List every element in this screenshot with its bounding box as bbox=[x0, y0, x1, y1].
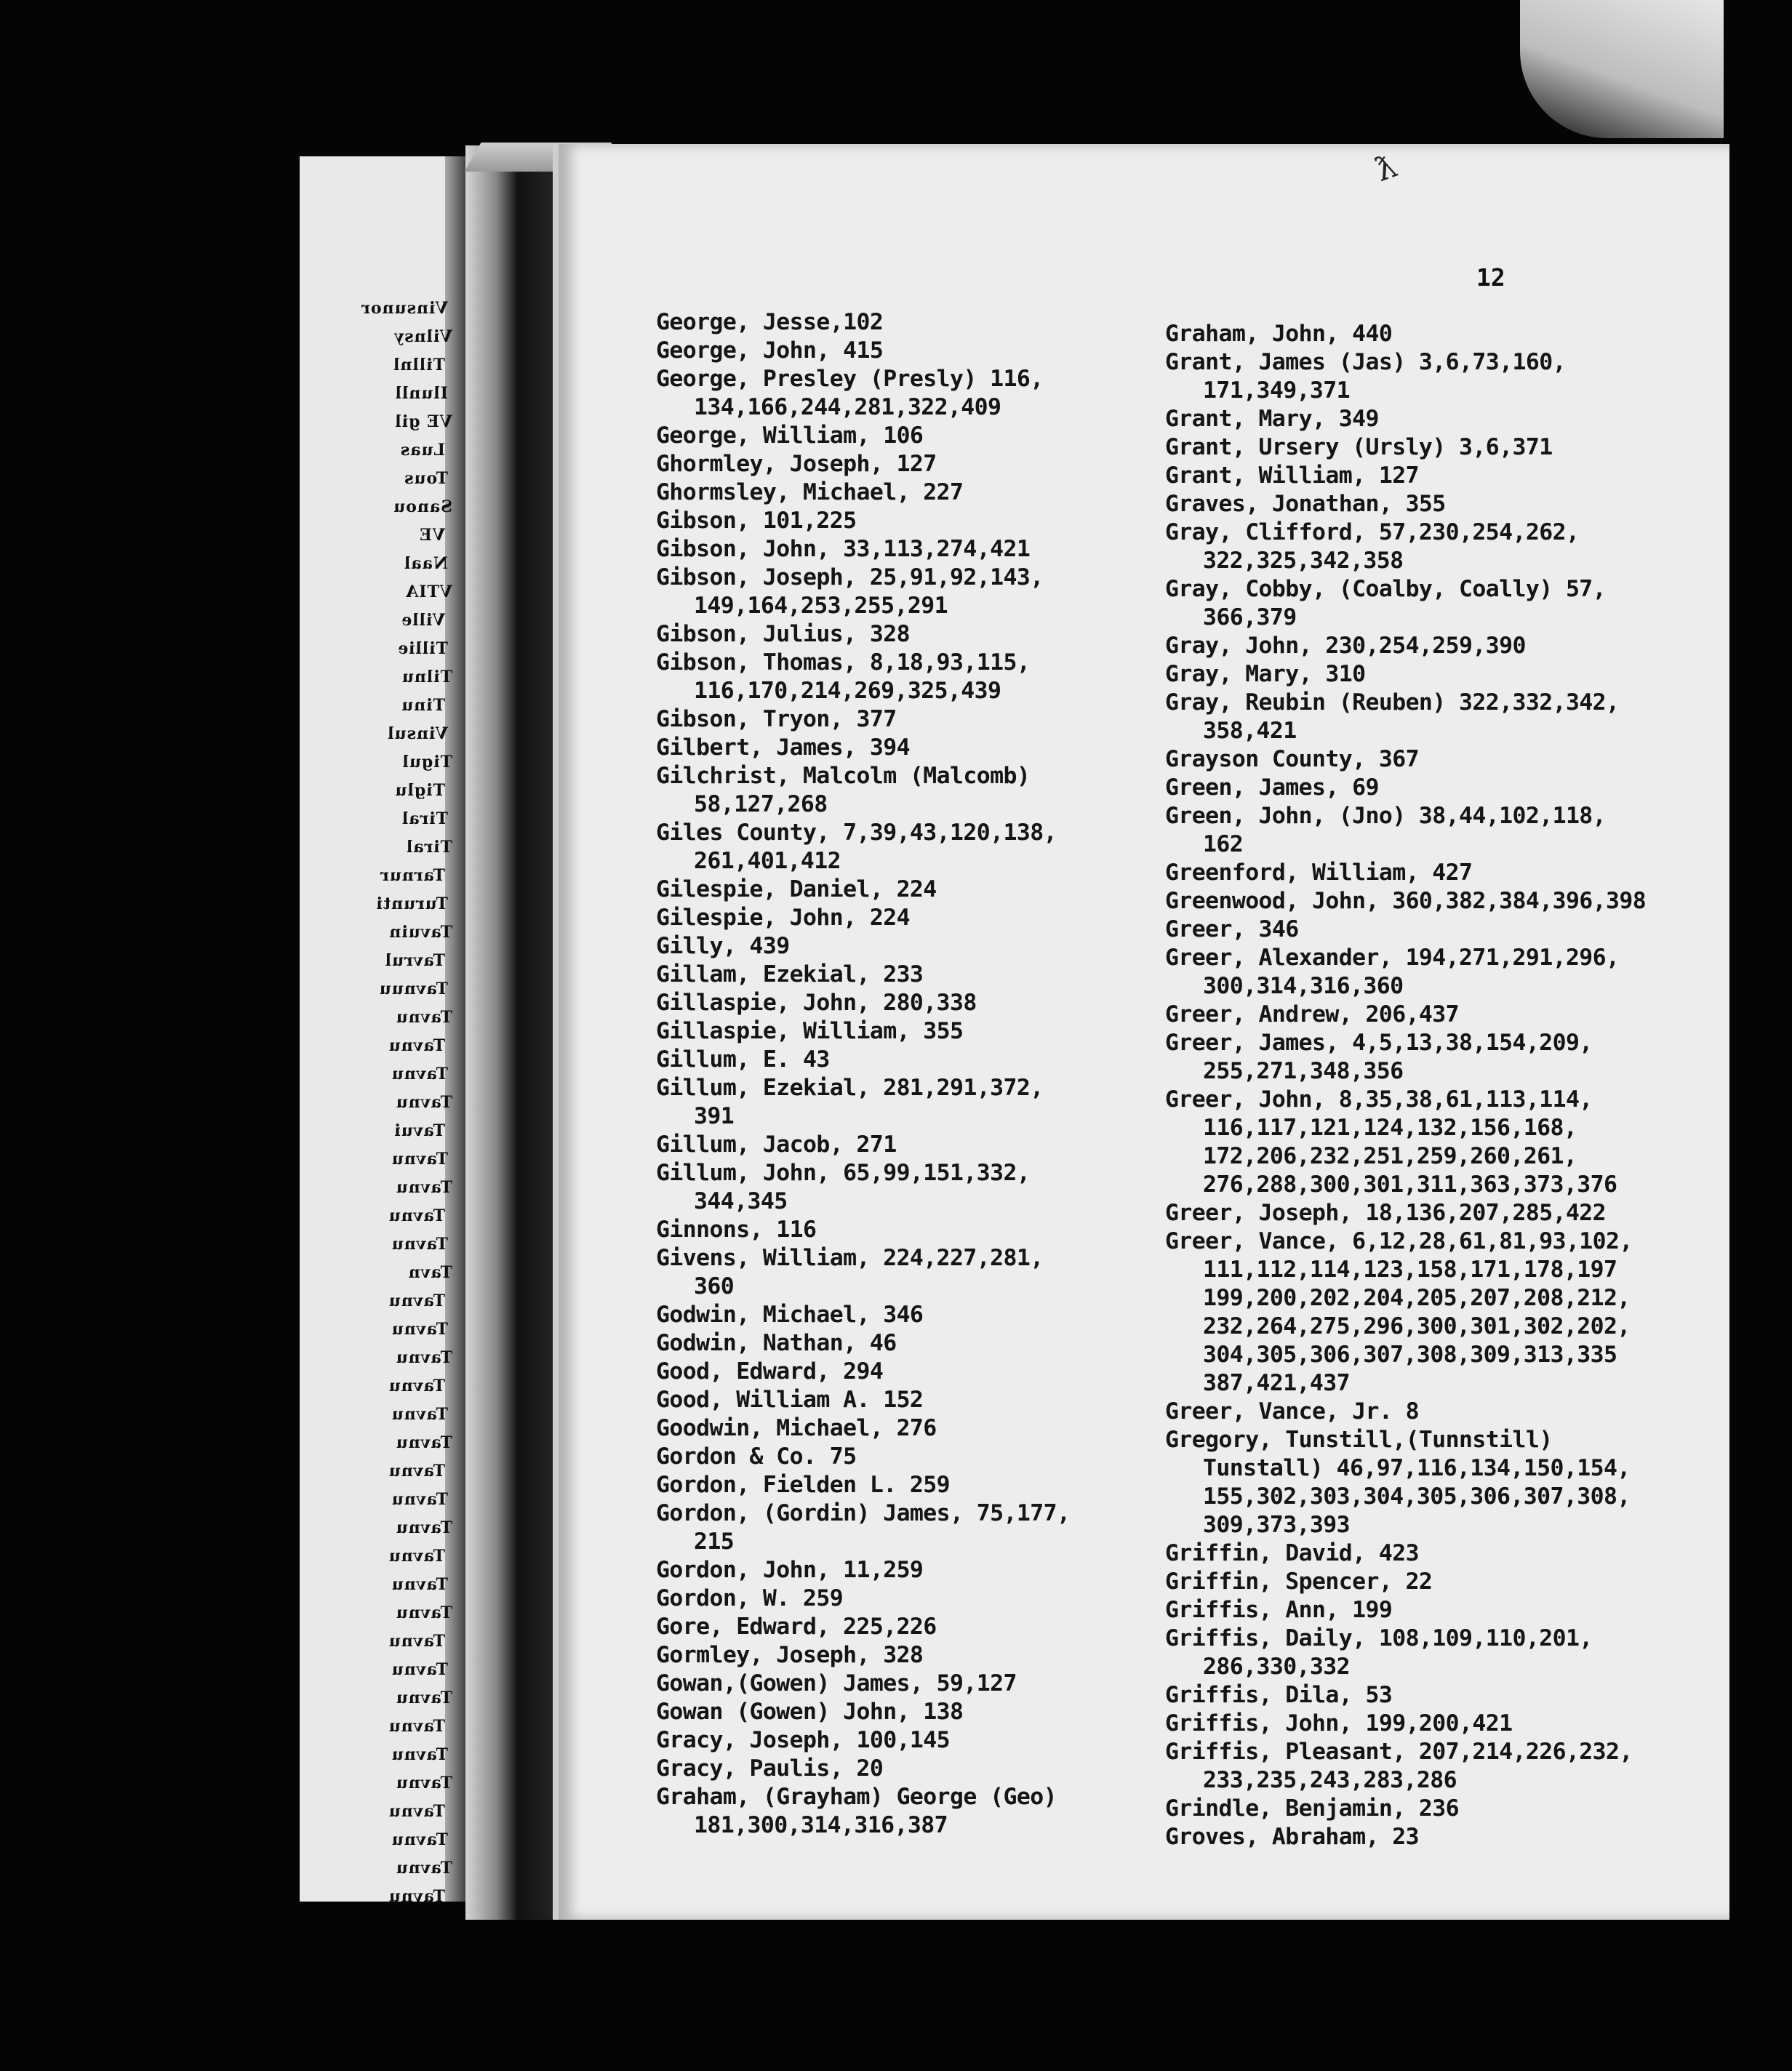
facing-page-fragment: Tavnu bbox=[388, 1462, 445, 1481]
index-entry-continuation: 358,421 bbox=[1203, 718, 1297, 744]
index-entry-continuation: 309,373,393 bbox=[1203, 1512, 1351, 1538]
index-entry bbox=[656, 308, 1209, 337]
index-entry-line: Good, Edward, 294 bbox=[656, 1358, 884, 1385]
facing-page-fragment: Tous bbox=[404, 469, 448, 488]
facing-page-fragment: Tavnu bbox=[395, 1859, 452, 1878]
index-entry-line: Griffis, Pleasant, 207,214,226,232, bbox=[1165, 1739, 1633, 1765]
facing-page-fragment: Tavnu bbox=[391, 1405, 448, 1424]
index-entry-line: Gibson, Joseph, 25,91,92,143, bbox=[656, 564, 1044, 590]
index-entry-line: Grant, Ursery (Ursly) 3,6,371 bbox=[1165, 434, 1553, 460]
index-entry bbox=[1165, 1710, 1718, 1738]
index-entry bbox=[1165, 632, 1718, 660]
facing-page-fragment: Tavn bbox=[407, 1263, 452, 1282]
facing-page-fragment: Vinsul bbox=[387, 724, 448, 743]
index-entry-continuation: 300,314,316,360 bbox=[1203, 973, 1404, 999]
index-entry bbox=[1165, 405, 1718, 433]
index-entry bbox=[656, 620, 1209, 649]
index-entry bbox=[656, 1386, 1209, 1414]
index-entry-continuation: 387,421,437 bbox=[1203, 1370, 1351, 1396]
index-entry bbox=[656, 1216, 1209, 1244]
index-entry bbox=[656, 762, 1209, 819]
index-entry-line: Gray, Mary, 310 bbox=[1165, 661, 1366, 687]
index-entry-continuation: 391 bbox=[694, 1103, 735, 1129]
index-entry-line: Gilespie, Daniel, 224 bbox=[656, 876, 937, 902]
index-entry-line: Gillaspie, John, 280,338 bbox=[656, 990, 977, 1016]
index-entry bbox=[1165, 1795, 1718, 1823]
index-entry bbox=[656, 1556, 1209, 1585]
index-entry-line: Gibson, Julius, 328 bbox=[656, 621, 910, 647]
index-entry-line: Gillum, Jacob, 271 bbox=[656, 1131, 897, 1158]
index-entry-continuation: 322,325,342,358 bbox=[1203, 548, 1404, 574]
index-entry bbox=[656, 422, 1209, 450]
index-entry bbox=[1165, 1625, 1718, 1681]
index-entry bbox=[656, 1443, 1209, 1471]
index-entry-line: Griffis, Daily, 108,109,110,201, bbox=[1165, 1625, 1593, 1651]
facing-page-fragment: Tavnu bbox=[395, 1603, 452, 1622]
facing-page-fragment: Tavui bbox=[393, 1121, 445, 1140]
facing-page-fragment: Tavnu bbox=[388, 1206, 445, 1225]
index-entry bbox=[656, 1017, 1209, 1046]
index-entry-continuation: 116,117,121,124,132,156,168, bbox=[1203, 1115, 1577, 1141]
index-entry bbox=[656, 1698, 1209, 1726]
index-entry-line: Gordon, (Gordin) James, 75,177, bbox=[656, 1500, 1071, 1526]
facing-page-fragment: Tavnu bbox=[391, 1150, 448, 1169]
facing-page-fragment: Tiglu bbox=[394, 781, 445, 800]
page-number: 12 bbox=[1476, 263, 1505, 292]
index-entry bbox=[656, 1074, 1209, 1131]
facing-page-fragment: Tavnu bbox=[391, 1745, 448, 1764]
index-entry bbox=[656, 932, 1209, 961]
facing-page-fragment: VE gil bbox=[394, 412, 452, 431]
index-entry bbox=[1165, 1426, 1718, 1539]
index-entry-continuation: 366,379 bbox=[1203, 604, 1297, 630]
index-entry-line: Gibson, 101,225 bbox=[656, 508, 857, 534]
facing-page-fragment: Tavnu bbox=[395, 1093, 452, 1112]
index-entry-line: George, Jesse,102 bbox=[656, 309, 884, 335]
index-entry bbox=[1165, 1539, 1718, 1568]
index-entry-line: Greer, Vance, Jr. 8 bbox=[1165, 1398, 1419, 1425]
index-entry-continuation: 155,302,303,304,305,306,307,308, bbox=[1203, 1483, 1631, 1510]
index-entry bbox=[656, 365, 1209, 422]
index-entry bbox=[656, 1244, 1209, 1301]
index-entry-line: Ghormsley, Michael, 227 bbox=[656, 479, 964, 505]
index-entry bbox=[656, 1131, 1209, 1159]
index-entry-line: George, Presley (Presly) 116, bbox=[656, 366, 1044, 392]
index-entry-line: Gillum, Ezekial, 281,291,372, bbox=[656, 1075, 1044, 1101]
index-entry bbox=[1165, 1568, 1718, 1596]
index-entry-line: Gilly, 439 bbox=[656, 933, 790, 959]
index-entry-continuation: 304,305,306,307,308,309,313,335 bbox=[1203, 1342, 1617, 1368]
index-entry bbox=[656, 1670, 1209, 1698]
index-entry bbox=[656, 337, 1209, 365]
facing-page-fragment: VE bbox=[419, 526, 445, 545]
index-entry-line: Gillaspie, William, 355 bbox=[656, 1018, 964, 1044]
facing-page-fragment: Ville bbox=[401, 611, 445, 630]
index-entry bbox=[656, 1613, 1209, 1641]
index-entry bbox=[1165, 320, 1718, 348]
facing-page-fragment: Tavnu bbox=[391, 1830, 448, 1849]
index-entry-continuation: 215 bbox=[694, 1529, 735, 1555]
index-entry bbox=[656, 1755, 1209, 1783]
book-gutter bbox=[465, 145, 553, 1920]
index-entry bbox=[1165, 774, 1718, 802]
index-entry bbox=[656, 734, 1209, 762]
index-entry-line: Gregory, Tunstill,(Tunnstill) bbox=[1165, 1427, 1553, 1453]
index-entry bbox=[1165, 859, 1718, 887]
index-entry-line: Greer, Andrew, 206,437 bbox=[1165, 1001, 1460, 1028]
index-entry-line: Goodwin, Michael, 276 bbox=[656, 1415, 937, 1441]
facing-page-fragment: Tavnu bbox=[395, 1518, 452, 1537]
index-entry-continuation: 181,300,314,316,387 bbox=[694, 1812, 948, 1838]
index-entry bbox=[1165, 944, 1718, 1001]
facing-page-fragment: Naal bbox=[404, 554, 448, 573]
index-entry-line: Greer, Vance, 6,12,28,61,81,93,102, bbox=[1165, 1228, 1633, 1254]
facing-page-fragment: VTIA bbox=[405, 582, 452, 601]
index-entry-continuation: 58,127,268 bbox=[694, 791, 828, 817]
index-entry-line: Griffis, Dila, 53 bbox=[1165, 1682, 1393, 1708]
index-entry-continuation: 255,271,348,356 bbox=[1203, 1058, 1404, 1084]
index-entry-line: Grant, Mary, 349 bbox=[1165, 406, 1379, 432]
index-entry-line: Green, James, 69 bbox=[1165, 774, 1379, 801]
index-entry-line: Gibson, Tryon, 377 bbox=[656, 706, 897, 732]
index-entry-continuation: 360 bbox=[694, 1273, 735, 1299]
index-entry-continuation: 261,401,412 bbox=[694, 848, 841, 874]
facing-page-fragment: Ilunll bbox=[394, 384, 448, 403]
index-entry-line: Griffin, David, 423 bbox=[1165, 1540, 1419, 1566]
facing-page-fragment: Tarnur bbox=[380, 866, 445, 885]
index-entry-line: Greer, 346 bbox=[1165, 916, 1299, 942]
index-entry bbox=[656, 1726, 1209, 1755]
index-entry bbox=[1165, 1086, 1718, 1199]
index-entry-line: Gordon, W. 259 bbox=[656, 1585, 844, 1611]
index-entry-line: Grindle, Benjamin, 236 bbox=[1165, 1795, 1460, 1822]
facing-page-fragment: Tavnu bbox=[395, 1433, 452, 1452]
facing-page-fragment: Tavnuu bbox=[378, 980, 448, 998]
index-column-left bbox=[656, 308, 1209, 1840]
index-entry-continuation: 111,112,114,123,158,171,178,197 bbox=[1203, 1257, 1617, 1283]
index-entry bbox=[656, 1499, 1209, 1556]
index-entry-line: Gray, Clifford, 57,230,254,262, bbox=[1165, 519, 1580, 545]
index-entry-line: Gillum, E. 43 bbox=[656, 1046, 830, 1073]
facing-page-fragment: Tavnu bbox=[388, 1717, 445, 1736]
index-entry bbox=[656, 1301, 1209, 1329]
facing-page-fragment: Tavnu bbox=[391, 1660, 448, 1679]
index-entry-continuation: 276,288,300,301,311,363,373,376 bbox=[1203, 1171, 1617, 1198]
facing-page-fragment: Tavnu bbox=[395, 1008, 452, 1027]
index-entry-line: Griffis, John, 199,200,421 bbox=[1165, 1710, 1513, 1736]
index-entry-line: Gray, Reubin (Reuben) 322,332,342, bbox=[1165, 689, 1620, 716]
index-entry-line: Gowan,(Gowen) James, 59,127 bbox=[656, 1670, 1017, 1697]
facing-page-fragment: Tavnu bbox=[388, 1291, 445, 1310]
index-entry bbox=[1165, 518, 1718, 575]
facing-page-fragment: Tavuin bbox=[388, 923, 452, 942]
facing-page-fragment: Sanou bbox=[393, 497, 452, 516]
index-entry-continuation: 149,164,253,255,291 bbox=[694, 593, 948, 619]
index-entry-line: Gordon, John, 11,259 bbox=[656, 1557, 924, 1583]
facing-page-fragment: Tinu bbox=[401, 696, 445, 715]
index-entry-line: Groves, Abraham, 23 bbox=[1165, 1824, 1419, 1850]
index-entry bbox=[1165, 1227, 1718, 1398]
index-entry-line: Godwin, Michael, 346 bbox=[656, 1302, 924, 1328]
index-entry-continuation: Tunstall) 46,97,116,134,150,154, bbox=[1203, 1455, 1631, 1481]
index-entry-continuation: 344,345 bbox=[694, 1188, 788, 1214]
facing-page-fragment: Tavnu bbox=[391, 1235, 448, 1254]
index-entry bbox=[656, 1046, 1209, 1074]
index-entry bbox=[1165, 1681, 1718, 1710]
facing-page-fragment: Tavnu bbox=[388, 1632, 445, 1651]
facing-page-fragment: Tavnu bbox=[395, 1774, 452, 1792]
facing-page-fragment: Tiral bbox=[406, 838, 452, 857]
index-entry-line: Graham, John, 440 bbox=[1165, 321, 1393, 347]
facing-page-fragment: Tavnu bbox=[391, 1490, 448, 1509]
index-entry-line: Gracy, Joseph, 100,145 bbox=[656, 1727, 951, 1753]
index-entry-line: Greenwood, John, 360,382,384,396,398 bbox=[1165, 888, 1647, 914]
index-entry bbox=[656, 989, 1209, 1017]
index-entry-continuation: 233,235,243,283,286 bbox=[1203, 1767, 1457, 1793]
index-entry bbox=[1165, 575, 1718, 632]
facing-page-fragment: Tillie bbox=[397, 639, 448, 658]
index-entry-line: Giles County, 7,39,43,120,138, bbox=[656, 820, 1057, 846]
index-entry bbox=[656, 876, 1209, 904]
index-entry-line: Gilespie, John, 224 bbox=[656, 905, 910, 931]
index-entry bbox=[1165, 433, 1718, 462]
facing-page-fragment: Tilnu bbox=[401, 668, 452, 686]
index-entry-line: Godwin, Nathan, 46 bbox=[656, 1330, 897, 1356]
index-entry bbox=[1165, 802, 1718, 859]
index-entry-line: Greer, Alexander, 194,271,291,296, bbox=[1165, 945, 1620, 971]
index-entry-line: Gordon, Fielden L. 259 bbox=[656, 1472, 951, 1498]
index-entry bbox=[656, 904, 1209, 932]
facing-page-sliver bbox=[300, 156, 465, 1902]
index-entry bbox=[656, 1585, 1209, 1613]
index-entry-line: Ghormley, Joseph, 127 bbox=[656, 451, 937, 477]
index-entry bbox=[656, 1159, 1209, 1216]
index-entry bbox=[656, 1358, 1209, 1386]
facing-page-fragment: Vilnsy bbox=[393, 327, 452, 346]
index-entry-line: Gibson, Thomas, 8,18,93,115, bbox=[656, 649, 1031, 676]
index-entry bbox=[1165, 689, 1718, 745]
index-entry-line: Gillum, John, 65,99,151,332, bbox=[656, 1160, 1031, 1186]
index-entry bbox=[656, 535, 1209, 564]
index-entry-line: Grant, James (Jas) 3,6,73,160, bbox=[1165, 349, 1566, 375]
index-entry bbox=[1165, 1398, 1718, 1426]
index-entry bbox=[1165, 1823, 1718, 1851]
index-entry-continuation: 171,349,371 bbox=[1203, 377, 1351, 404]
facing-page-fragment: Tavnu bbox=[388, 1036, 445, 1055]
facing-page-fragment: Tavnu bbox=[388, 1802, 445, 1821]
index-entry bbox=[656, 1329, 1209, 1358]
facing-page-fragment: Tavnu bbox=[391, 1575, 448, 1594]
index-entry bbox=[1165, 1029, 1718, 1086]
facing-page-fragment: Tavnu bbox=[395, 1178, 452, 1197]
index-entry-line: Griffin, Spencer, 22 bbox=[1165, 1569, 1433, 1595]
index-entry bbox=[1165, 916, 1718, 944]
index-entry bbox=[656, 564, 1209, 620]
index-entry bbox=[656, 819, 1209, 876]
index-entry-continuation: 162 bbox=[1203, 831, 1244, 857]
index-entry-line: Gibson, John, 33,113,274,421 bbox=[656, 536, 1031, 562]
index-entry-line: Ginnons, 116 bbox=[656, 1217, 817, 1243]
index-entry-line: Gray, Cobby, (Coalby, Coally) 57, bbox=[1165, 576, 1607, 602]
index-entry-line: Griffis, Ann, 199 bbox=[1165, 1597, 1393, 1623]
index-entry bbox=[656, 705, 1209, 734]
index-entry-line: George, William, 106 bbox=[656, 422, 924, 449]
index-entry-line: Gordon & Co. 75 bbox=[656, 1443, 857, 1470]
index-entry bbox=[656, 1641, 1209, 1670]
index-entry bbox=[1165, 348, 1718, 405]
index-entry bbox=[656, 1414, 1209, 1443]
index-entry bbox=[1165, 1199, 1718, 1227]
index-entry bbox=[656, 1783, 1209, 1840]
index-entry-line: Greer, Joseph, 18,136,207,285,422 bbox=[1165, 1200, 1607, 1226]
facing-page-fragment: Tavnu bbox=[388, 1547, 445, 1566]
facing-page-fragment: Tavnu bbox=[395, 1348, 452, 1367]
index-entry bbox=[656, 649, 1209, 705]
index-entry-line: Gore, Edward, 225,226 bbox=[656, 1614, 937, 1640]
index-entry bbox=[1165, 660, 1718, 689]
index-entry-continuation: 116,170,214,269,325,439 bbox=[694, 678, 1001, 704]
index-entry-line: Gillam, Ezekial, 233 bbox=[656, 961, 924, 988]
index-entry-line: Gray, John, 230,254,259,390 bbox=[1165, 633, 1526, 659]
index-entry-line: Gowan (Gowen) John, 138 bbox=[656, 1699, 964, 1725]
facing-page-fragment: Tillnl bbox=[393, 356, 445, 374]
facing-page-fragment: Tiral bbox=[401, 809, 448, 828]
index-entry-line: Greer, James, 4,5,13,38,154,209, bbox=[1165, 1030, 1593, 1056]
index-entry-line: Greer, John, 8,35,38,61,113,114, bbox=[1165, 1086, 1593, 1113]
index-entry bbox=[1165, 1001, 1718, 1029]
index-entry bbox=[656, 507, 1209, 535]
index-entry-line: Grayson County, 367 bbox=[1165, 746, 1419, 772]
facing-page-fragment: Turunti bbox=[375, 894, 448, 913]
index-entry bbox=[1165, 490, 1718, 518]
index-entry bbox=[656, 478, 1209, 507]
index-entry-continuation: 286,330,332 bbox=[1203, 1654, 1351, 1680]
index-entry bbox=[1165, 745, 1718, 774]
index-entry-line: Green, John, (Jno) 38,44,102,118, bbox=[1165, 803, 1607, 829]
facing-page-fragment: Tigul bbox=[401, 753, 452, 772]
paper-glare bbox=[1520, 0, 1724, 138]
index-entry-line: George, John, 415 bbox=[656, 337, 884, 364]
index-entry-line: Gracy, Paulis, 20 bbox=[656, 1755, 884, 1782]
facing-page-fragment: Tavnu bbox=[388, 1377, 445, 1395]
index-entry bbox=[1165, 887, 1718, 916]
index-entry-continuation: 134,166,244,281,322,409 bbox=[694, 394, 1001, 420]
index-entry-continuation: 199,200,202,204,205,207,208,212, bbox=[1203, 1285, 1631, 1311]
index-entry-line: Graves, Jonathan, 355 bbox=[1165, 491, 1446, 517]
index-entry bbox=[656, 1471, 1209, 1499]
facing-page-fragment: Vinsunor bbox=[361, 299, 448, 318]
index-entry-continuation: 172,206,232,251,259,260,261, bbox=[1203, 1143, 1577, 1169]
facing-page-fragment: Tavnu bbox=[388, 1887, 445, 1902]
facing-page-fragment: Luas bbox=[399, 441, 445, 460]
facing-page-fragment: Tavnu bbox=[391, 1320, 448, 1339]
index-entry-line: Graham, (Grayham) George (Geo) bbox=[656, 1784, 1057, 1810]
index-entry-line: Givens, William, 224,227,281, bbox=[656, 1245, 1044, 1271]
index-entry bbox=[656, 961, 1209, 989]
index-entry-line: Gilbert, James, 394 bbox=[656, 734, 910, 761]
index-entry-line: Greenford, William, 427 bbox=[1165, 860, 1473, 886]
index-entry-line: Good, William A. 152 bbox=[656, 1387, 924, 1413]
index-entry bbox=[1165, 462, 1718, 490]
handwritten-mark: ƛ bbox=[1370, 147, 1402, 190]
index-column-right bbox=[1165, 320, 1718, 1851]
index-entry-continuation: 232,264,275,296,300,301,302,202, bbox=[1203, 1313, 1631, 1339]
index-entry bbox=[1165, 1738, 1718, 1795]
facing-page-fragment: Tavnu bbox=[395, 1689, 452, 1707]
index-entry-line: Gormley, Joseph, 328 bbox=[656, 1642, 924, 1668]
facing-page-fragment: Tavrul bbox=[384, 951, 445, 970]
index-entry-line: Grant, William, 127 bbox=[1165, 462, 1419, 489]
index-entry bbox=[656, 450, 1209, 478]
index-entry-line: Gilchrist, Malcolm (Malcomb) bbox=[656, 763, 1031, 789]
index-entry bbox=[1165, 1596, 1718, 1625]
facing-page-fragment: Tavnu bbox=[391, 1065, 448, 1083]
